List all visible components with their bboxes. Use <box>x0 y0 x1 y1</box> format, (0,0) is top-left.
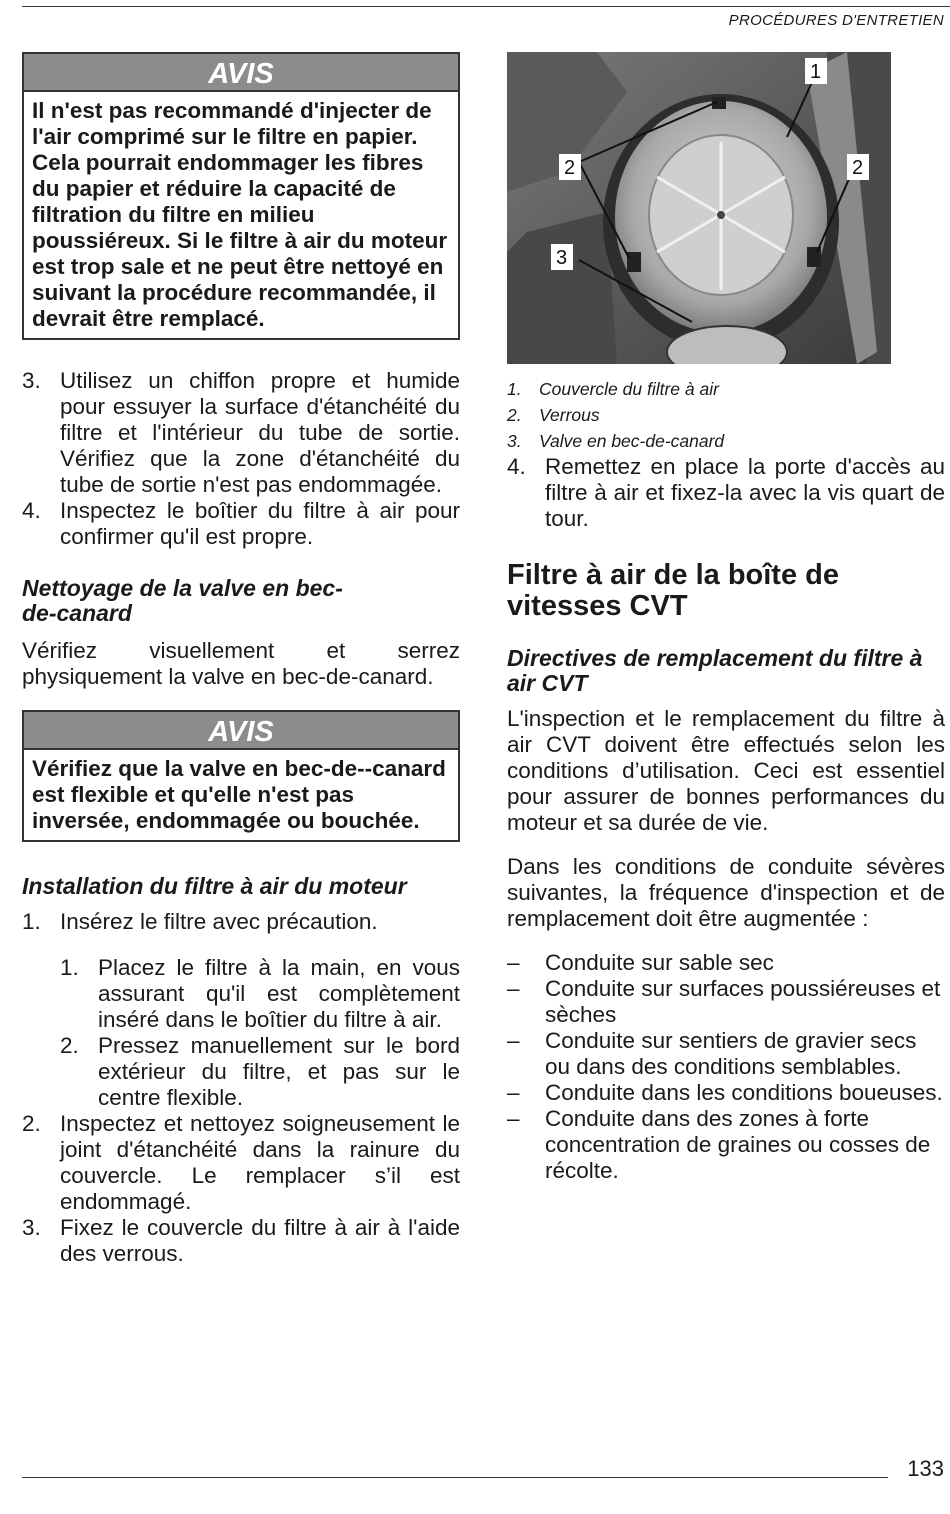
step-number: 2. <box>22 1111 41 1136</box>
section-heading-cvt: Filtre à air de la boîte de vitesses CVT <box>507 559 839 622</box>
list-item <box>60 1033 460 1111</box>
right-steps <box>507 454 945 532</box>
dash-bullet: – <box>507 1106 520 1131</box>
page-number: 133 <box>907 1456 944 1481</box>
caption-item <box>507 376 945 402</box>
substep-text: Pressez manuellement sur le bord extérieur du filtre, et pas sur le centre flexible. <box>98 1033 460 1110</box>
condition-text: Conduite dans les conditions boueuses. <box>545 1080 943 1105</box>
substep-text: Placez le filtre à la main, en vous assurant qu'il est complètement inséré dans le boîtier du filtre à air. <box>98 955 460 1032</box>
step-text: Inspectez le boîtier du filtre à air pour confirmer qu'il est propre. <box>60 498 460 549</box>
list-item <box>22 1111 460 1215</box>
callout-3: 3 <box>556 247 568 269</box>
left-column <box>22 52 460 1267</box>
running-header: PROCÉDURES D'ENTRETIEN <box>728 12 944 29</box>
substep-number: 2. <box>60 1033 79 1058</box>
list-item <box>22 498 460 550</box>
caption-number: 1. <box>507 379 522 399</box>
list-item <box>507 1106 945 1184</box>
step-text: Remettez en place la porte d'accès au filtre à air et fixez-la avec la vis quart de tour. <box>545 454 945 531</box>
caption-text: Verrous <box>539 405 600 425</box>
step-number: 4. <box>507 454 526 479</box>
caption-number: 2. <box>507 405 522 425</box>
list-item <box>507 454 945 532</box>
step-text: Fixez le couvercle du filtre à air à l'aide des verrous. <box>60 1215 460 1266</box>
callout-2-right: 2 <box>852 157 864 179</box>
step-number: 3. <box>22 368 41 393</box>
list-item <box>507 1028 945 1080</box>
notice-title: AVIS <box>24 712 458 750</box>
notice-box <box>22 52 460 340</box>
condition-text: Conduite dans des zones à forte concentration de graines ou cosses de récolte. <box>545 1106 931 1183</box>
notice-box <box>22 710 460 842</box>
install-steps-after <box>22 1111 460 1267</box>
air-filter-illustration <box>507 52 891 364</box>
footer-rule <box>22 1477 888 1478</box>
substep-number: 1. <box>60 955 79 980</box>
list-item <box>22 1215 460 1267</box>
section-heading-valve: Nettoyage de la valve en bec-de-canard <box>22 575 343 626</box>
cvt-paragraph-2: Dans les conditions de conduite sévères suivantes, la fréquence d'inspection et de remplacement doit être augmentée : <box>507 854 945 931</box>
list-item <box>22 909 460 935</box>
step-text: Insérez le filtre avec précaution. <box>60 909 378 934</box>
list-item <box>60 955 460 1033</box>
caption-text: Valve en bec-de-canard <box>539 431 725 451</box>
caption-item <box>507 428 945 454</box>
caption-text: Couvercle du filtre à air <box>539 379 719 399</box>
step-number: 4. <box>22 498 41 523</box>
notice-text: Il n'est pas recommandé d'injecter de l'air comprimé sur le filtre en papier. Cela pourrait endommager les fibres du papier et réduire la capacité de filtration du filtre en milieu poussiéreux. Si le filtre à air du moteur est trop sale et ne peut être nettoyé en suivant la procédure recommandée, il devrait être remplacé. <box>32 98 448 331</box>
install-steps <box>22 909 460 935</box>
caption-item <box>507 402 945 428</box>
header-rule <box>22 6 950 7</box>
figure-captions <box>507 376 945 454</box>
step-number: 3. <box>22 1215 41 1240</box>
subsection-heading-cvt: Directives de remplacement du filtre à air CVT <box>507 645 923 696</box>
condition-text: Conduite sur surfaces poussiéreuses et sèches <box>545 976 941 1027</box>
callout-2-left: 2 <box>564 157 576 179</box>
caption-number: 3. <box>507 431 522 451</box>
notice-title: AVIS <box>24 54 458 92</box>
callout-1: 1 <box>810 61 822 83</box>
list-item <box>507 1080 945 1106</box>
steps-list <box>22 368 460 550</box>
cvt-paragraph-1: L'inspection et le remplacement du filtre à air CVT doivent être effectués selon les conditions d’utilisation. Ceci est essentiel pour assurer de bonnes performances du moteur et sa durée de vie. <box>507 706 945 835</box>
list-item <box>507 976 945 1028</box>
air-filter-photo <box>507 52 891 364</box>
condition-text: Conduite sur sable sec <box>545 950 774 975</box>
install-substeps <box>60 955 460 1111</box>
step-text: Utilisez un chiffon propre et humide pour essuyer la surface d'étanchéité du filtre et l'intérieur du tube de sortie. Vérifiez que la zone d'étanchéité du tube de sortie n'est pas endommagée. <box>60 368 460 497</box>
dash-bullet: – <box>507 950 520 975</box>
dash-bullet: – <box>507 976 520 1001</box>
severe-conditions-list <box>507 950 945 1184</box>
dash-bullet: – <box>507 1080 520 1105</box>
valve-paragraph: Vérifiez visuellement et serrez physiquement la valve en bec-de-canard. <box>22 638 460 689</box>
step-text: Inspectez et nettoyez soigneusement le joint d'étanchéité dans la rainure du couvercle. Le remplacer s’il est endommagé. <box>60 1111 460 1214</box>
list-item <box>507 950 945 976</box>
list-item <box>22 368 460 498</box>
right-column <box>507 52 945 1184</box>
condition-text: Conduite sur sentiers de gravier secs ou dans des conditions semblables. <box>545 1028 917 1079</box>
section-heading-install: Installation du filtre à air du moteur <box>22 873 407 899</box>
dash-bullet: – <box>507 1028 520 1053</box>
step-number: 1. <box>22 909 41 934</box>
notice-text: Vérifiez que la valve en bec-de--canard est flexible et qu'elle n'est pas inversée, endommagée ou bouchée. <box>32 756 446 833</box>
